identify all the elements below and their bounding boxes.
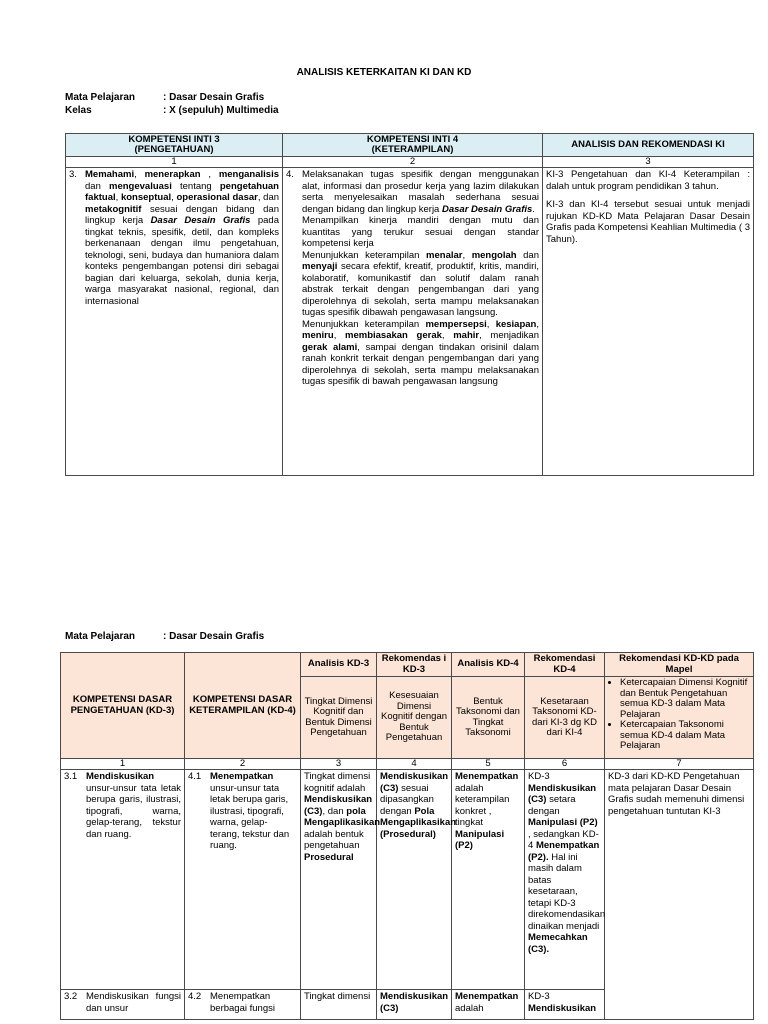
kd-analysis-table xyxy=(60,652,754,1020)
analysis-cell xyxy=(543,168,754,476)
kd4-number: 4.2 xyxy=(188,991,202,1002)
meta-row-class xyxy=(65,105,465,117)
kd3-text: Mendiskusikan fungsi dan unsur xyxy=(86,991,181,1014)
header-ki4: KOMPETENSI INTI 4 (KETERAMPILAN) xyxy=(283,134,543,157)
kd3-cell xyxy=(61,990,185,1020)
sub-analisis-kd4: Bentuk Taksonomi dan Tingkat Taksonomi xyxy=(452,677,525,759)
meta-label: Kelas xyxy=(65,105,92,116)
column-number: 3 xyxy=(543,157,754,168)
analysis-paragraph: KI-3 dan KI-4 tersebut sesuai untuk menjadi rujukan KD-KD Mata Pelajaran Dasar Desain Grafis pada Kompetensi Keahlian Multimedia ( 3 Tahun). xyxy=(546,199,750,245)
document-title: ANALISIS KETERKAITAN KI DAN KD xyxy=(296,67,472,78)
ki4-paragraph: Melaksanakan tugas spesifik dengan menggunakan alat, informasi dan prosedur kerja yang lazim dilakukan serta menyelesaikan masalah sederhana sesuai dengan bidang dan lingkup kerja Dasar Desain Grafis. xyxy=(302,169,539,215)
ki4-cell xyxy=(283,168,543,476)
ki3-number: 3. xyxy=(69,169,77,180)
meta-value: : X (sepuluh) Multimedia xyxy=(163,105,279,116)
rekomendasi-kd4-cell: KD-3 Mendiskusikan (C3) setara dengan Manipulasi (P2) , sedangkan KD-4 Menempatkan (P2). Hal ini masih dalam batas kesetaraan, tetapi KD-3 direkomendasikan dinaikan menjadi Memecahkan (C3). xyxy=(525,770,605,990)
header-rekomendasi-kd4: Rekomendasi KD-4 xyxy=(525,653,605,677)
column-number: 1 xyxy=(66,157,283,168)
kd3-cell xyxy=(61,770,185,990)
rekomendasi-mapel-cell: KD-3 dari KD-KD Pengetahuan mata pelajaran Dasar Desain Grafis sudah memenuhi dimensi pengetahuan tuntutan KI-3 xyxy=(605,770,754,1020)
table-row xyxy=(61,770,754,990)
kd4-number: 4.1 xyxy=(188,771,202,782)
rekomendasi-kd4-cell: KD-3 Mendiskusikan xyxy=(525,990,605,1020)
ki-analysis-table xyxy=(65,133,754,476)
bullet-item: • Ketercapaian Dimensi Kognitif dan Bentuk Pengetahuan semua KD-3 dalam Mata Pelajaran xyxy=(620,678,750,720)
column-number: 4 xyxy=(377,759,452,770)
column-number: 7 xyxy=(605,759,754,770)
column-number: 6 xyxy=(525,759,605,770)
sub-rekomendasi-kd3: Kesesuaian Dimensi Kognitif dengan Bentuk Pengetahuan xyxy=(377,677,452,759)
kd4-text: Menempatkan berbagai fungsi xyxy=(210,991,275,1014)
meta-label: Mata Pelajaran xyxy=(65,92,136,103)
column-number: 2 xyxy=(185,759,301,770)
meta-row-subject xyxy=(65,92,465,104)
sub-analisis-kd3: Tingkat Dimensi Kognitif dan Bentuk Dimensi Pengetahuan xyxy=(301,677,377,759)
kd3-text: Mendiskusikan unsur-unsur tata letak berupa garis, ilustrasi, tipografi, warna, gelap-terang, tekstur dan ruang. xyxy=(86,771,181,840)
column-number: 3 xyxy=(301,759,377,770)
meta-label: Mata Pelajaran xyxy=(65,631,136,642)
header-kd3: KOMPETENSI DASAR PENGETAHUAN (KD-3) xyxy=(61,653,185,759)
header-analisis-kd4: Analisis KD-4 xyxy=(452,653,525,677)
analisis-kd4-cell: Menempatkan adalah keterampilan konkret , tingkat Manipulasi (P2) xyxy=(452,770,525,990)
meta-value: : Dasar Desain Grafis xyxy=(163,92,265,103)
ki3-text: Memahami, menerapkan , menganalisis dan mengevaluasi tentang pengetahuan faktual, konseptual, operasional dasar, dan metakognitif sesuai dengan bidang dan lingkup kerja Dasar Desain Grafis pada tingkat teknis, spesifik, detil, dan kompleks berkenanaan dengan ilmu pengetahuan, teknologi, seni, budaya dan humaniora dalam konteks pengembangan potensi diri sebagai bagian dari keluarga, sekolah, dunia kerja, warga masyarakat nasional, regional, dan internasional xyxy=(85,169,280,307)
analisis-kd3-cell: Tingkat dimensi kognitif adalah Mendiskusikan (C3), dan pola Mengaplikasikan adalah bentuk pengetahuan Prosedural xyxy=(301,770,377,990)
rekomendasi-kd3-cell: Mendiskusikan (C3) sesuai dipasangkan dengan Pola Mengaplikasikan (Prosedural) xyxy=(377,770,452,990)
analisis-kd3-cell: Tingkat dimensi xyxy=(301,990,377,1020)
header-analysis: ANALISIS DAN REKOMENDASI KI xyxy=(543,134,754,157)
ki3-cell xyxy=(66,168,283,476)
meta-row-subject-2 xyxy=(65,631,465,643)
header-rekomendasi-kd3: Rekomendas i KD-3 xyxy=(377,653,452,677)
ki4-number: 4. xyxy=(286,169,294,180)
analisis-kd4-cell: Menempatkan adalah xyxy=(452,990,525,1020)
header-analisis-kd3: Analisis KD-3 xyxy=(301,653,377,677)
meta-value: : Dasar Desain Grafis xyxy=(163,631,265,642)
kd4-cell xyxy=(185,990,301,1020)
sub-rekomendasi-mapel xyxy=(605,677,754,759)
sub-rekomendasi-kd4: Kesetaraan Taksonomi KD-dari KI-3 dg KD dari KI-4 xyxy=(525,677,605,759)
ki4-paragraph: Menunjukkan keterampilan mempersepsi, kesiapan, meniru, membiasakan gerak, mahir, menjadikan gerak alami, sampai dengan tindakan orisinil dalam ranah konkrit terkait dengan pengembangan dari yang diperolehnya di sekolah, serta mampu melaksanakan tugas spesifik di bawah pengawasan langsung xyxy=(302,318,539,387)
kd3-number: 3.1 xyxy=(64,771,78,782)
kd4-cell xyxy=(185,770,301,990)
kd3-number: 3.2 xyxy=(64,991,78,1002)
column-number: 1 xyxy=(61,759,185,770)
ki4-paragraph: Menampilkan kinerja mandiri dengan mutu dan kuantitas yang terukur sesuai dengan standar kompetensi kerja xyxy=(302,215,539,249)
bullet-item: • Ketercapaian Taksonomi semua KD-4 dalam Mata Pelajaran xyxy=(620,720,750,752)
header-kd4: KOMPETENSI DASAR KETERAMPILAN (KD-4) xyxy=(185,653,301,759)
column-number: 2 xyxy=(283,157,543,168)
header-rekomendasi-mapel: Rekomendasi KD-KD pada Mapel xyxy=(605,653,754,677)
kd4-text: Menempatkan unsur-unsur tata letak berupa garis, ilustrasi, tipografi, warna, gelap-terang, tekstur dan ruang. xyxy=(210,771,290,851)
ki4-paragraph: Menunjukkan keterampilan menalar, mengolah dan menyaji secara efektif, kreatif, produktif, kritis, mandiri, kolaboratif, komunikastif dan solutif dalam ranah abstrak terkait dengan pengembangan dari yang diperolehnya di sekolah, serta mampu melaksanakan tugas spesifik dibawah pengawasan langsung. xyxy=(302,249,539,318)
column-number: 5 xyxy=(452,759,525,770)
header-ki3: KOMPETENSI INTI 3 (PENGETAHUAN) xyxy=(66,134,283,157)
analysis-paragraph: KI-3 Pengetahuan dan KI-4 Keterampilan : dalah untuk program pendidikan 3 tahun. xyxy=(546,169,750,192)
rekomendasi-kd3-cell: Mendiskusikan (C3) xyxy=(377,990,452,1020)
